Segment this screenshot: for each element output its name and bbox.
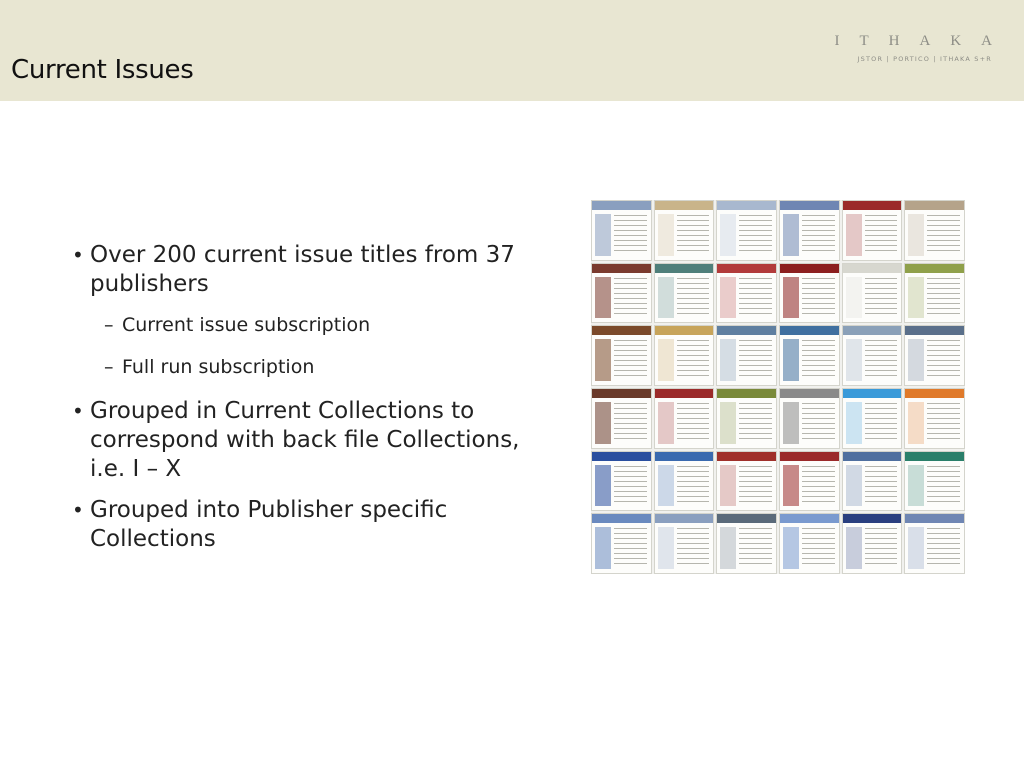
thumbnail-text-lines bbox=[677, 340, 710, 379]
thumbnail-header-bar bbox=[780, 201, 839, 210]
dash-marker: – bbox=[104, 314, 114, 336]
thumbnail-header-bar bbox=[843, 514, 902, 523]
thumbnail-header-bar bbox=[592, 514, 651, 523]
thumbnail-sidebar bbox=[783, 402, 799, 444]
thumbnail-sidebar bbox=[908, 214, 924, 256]
thumbnail-header-bar bbox=[843, 452, 902, 461]
logo-tagline: JSTOR | PORTICO | ITHAKA S+R bbox=[857, 55, 992, 63]
thumbnail-sidebar bbox=[846, 277, 862, 319]
thumbnail-text-lines bbox=[614, 466, 647, 505]
thumbnail-text-lines bbox=[614, 528, 647, 567]
thumbnail-sidebar bbox=[720, 214, 736, 256]
page-title: Current Issues bbox=[11, 55, 194, 85]
thumbnail-header-bar bbox=[717, 514, 776, 523]
thumbnail-sidebar bbox=[908, 277, 924, 319]
thumbnail-text-lines bbox=[614, 278, 647, 317]
website-thumbnail bbox=[716, 513, 777, 574]
thumbnail-text-lines bbox=[802, 340, 835, 379]
website-thumbnail bbox=[591, 388, 652, 449]
thumbnail-header-bar bbox=[780, 326, 839, 335]
website-thumbnail bbox=[716, 263, 777, 324]
bullet-marker: • bbox=[72, 498, 84, 522]
thumbnail-header-bar bbox=[780, 264, 839, 273]
website-thumbnail bbox=[842, 451, 903, 512]
thumbnail-text-lines bbox=[865, 403, 898, 442]
thumbnail-text-lines bbox=[802, 278, 835, 317]
thumbnail-text-lines bbox=[802, 466, 835, 505]
thumbnail-sidebar bbox=[846, 339, 862, 381]
thumbnail-header-bar bbox=[717, 326, 776, 335]
sub-bullet-current-issue bbox=[72, 313, 552, 337]
thumbnail-text-lines bbox=[739, 215, 772, 254]
thumbnail-sidebar bbox=[658, 214, 674, 256]
thumbnail-header-bar bbox=[843, 389, 902, 398]
bullet-text: Over 200 current issue titles from 37 publishers bbox=[90, 242, 515, 297]
thumbnail-header-bar bbox=[717, 264, 776, 273]
thumbnail-text-lines bbox=[802, 215, 835, 254]
thumbnail-text-lines bbox=[802, 528, 835, 567]
thumbnail-sidebar bbox=[783, 214, 799, 256]
thumbnail-header-bar bbox=[655, 452, 714, 461]
dash-marker: – bbox=[104, 356, 114, 378]
thumbnail-text-lines bbox=[614, 215, 647, 254]
thumbnail-text-lines bbox=[927, 278, 960, 317]
website-thumbnail bbox=[591, 325, 652, 386]
thumbnail-header-bar bbox=[655, 389, 714, 398]
thumbnail-text-lines bbox=[739, 466, 772, 505]
thumbnail-text-lines bbox=[865, 340, 898, 379]
thumbnail-sidebar bbox=[846, 465, 862, 507]
thumbnail-sidebar bbox=[595, 465, 611, 507]
website-thumbnail bbox=[842, 325, 903, 386]
website-thumbnail bbox=[904, 513, 965, 574]
thumbnail-header-bar bbox=[592, 264, 651, 273]
website-thumbnail bbox=[591, 263, 652, 324]
thumbnail-sidebar bbox=[658, 277, 674, 319]
thumbnail-sidebar bbox=[720, 402, 736, 444]
website-thumbnail bbox=[779, 513, 840, 574]
thumbnail-sidebar bbox=[783, 465, 799, 507]
thumbnail-header-bar bbox=[592, 389, 651, 398]
website-thumbnail bbox=[779, 388, 840, 449]
website-thumbnail bbox=[716, 200, 777, 261]
sub-bullet-text: Full run subscription bbox=[122, 356, 315, 378]
thumbnail-sidebar bbox=[595, 527, 611, 569]
thumbnail-header-bar bbox=[905, 389, 964, 398]
website-thumbnail bbox=[904, 325, 965, 386]
thumbnail-sidebar bbox=[720, 527, 736, 569]
thumbnail-header-bar bbox=[843, 326, 902, 335]
thumbnail-header-bar bbox=[905, 452, 964, 461]
thumbnail-header-bar bbox=[655, 264, 714, 273]
bullet-item-titles bbox=[72, 241, 552, 299]
thumbnail-text-lines bbox=[739, 278, 772, 317]
thumbnail-text-lines bbox=[739, 403, 772, 442]
thumbnail-header-bar bbox=[905, 326, 964, 335]
thumbnail-text-lines bbox=[927, 403, 960, 442]
website-thumbnail bbox=[716, 388, 777, 449]
thumbnail-sidebar bbox=[595, 339, 611, 381]
website-thumbnail bbox=[654, 325, 715, 386]
bullet-text: Grouped in Current Collections to correspond with back file Collections, i.e. I – X bbox=[90, 398, 520, 482]
thumbnail-text-lines bbox=[677, 528, 710, 567]
thumbnail-header-bar bbox=[905, 264, 964, 273]
website-thumbnail bbox=[779, 263, 840, 324]
thumbnail-text-lines bbox=[865, 215, 898, 254]
website-thumbnail bbox=[654, 200, 715, 261]
thumbnail-header-bar bbox=[592, 452, 651, 461]
thumbnail-text-lines bbox=[614, 340, 647, 379]
thumbnail-text-lines bbox=[865, 278, 898, 317]
thumbnail-header-bar bbox=[780, 452, 839, 461]
website-thumbnail bbox=[716, 325, 777, 386]
website-thumbnail bbox=[654, 451, 715, 512]
bullet-list bbox=[72, 241, 552, 566]
thumbnail-sidebar bbox=[908, 527, 924, 569]
thumbnail-header-bar bbox=[717, 452, 776, 461]
sub-bullet-list bbox=[72, 313, 552, 379]
bullet-text: Grouped into Publisher specific Collections bbox=[90, 497, 448, 552]
ithaka-logo bbox=[834, 33, 1012, 63]
thumbnail-header-bar bbox=[717, 389, 776, 398]
thumbnail-text-lines bbox=[802, 403, 835, 442]
thumbnail-sidebar bbox=[720, 465, 736, 507]
thumbnail-text-lines bbox=[865, 466, 898, 505]
thumbnail-header-bar bbox=[843, 201, 902, 210]
thumbnail-sidebar bbox=[846, 402, 862, 444]
thumbnail-header-bar bbox=[655, 326, 714, 335]
website-thumbnail bbox=[591, 513, 652, 574]
thumbnail-text-lines bbox=[927, 215, 960, 254]
thumbnail-sidebar bbox=[658, 339, 674, 381]
thumbnail-header-bar bbox=[905, 201, 964, 210]
thumbnail-text-lines bbox=[739, 340, 772, 379]
thumbnail-text-lines bbox=[677, 278, 710, 317]
publisher-website-screenshots-collage bbox=[591, 200, 965, 574]
thumbnail-text-lines bbox=[927, 466, 960, 505]
thumbnail-header-bar bbox=[592, 326, 651, 335]
thumbnail-header-bar bbox=[780, 514, 839, 523]
website-thumbnail bbox=[904, 451, 965, 512]
thumbnail-header-bar bbox=[655, 201, 714, 210]
sub-bullet-full-run bbox=[72, 355, 552, 379]
thumbnail-text-lines bbox=[927, 340, 960, 379]
bullet-marker: • bbox=[72, 243, 84, 267]
website-thumbnail bbox=[842, 513, 903, 574]
website-thumbnail bbox=[904, 200, 965, 261]
website-thumbnail bbox=[654, 513, 715, 574]
thumbnail-sidebar bbox=[783, 339, 799, 381]
thumbnail-sidebar bbox=[595, 402, 611, 444]
website-thumbnail bbox=[842, 388, 903, 449]
thumbnail-sidebar bbox=[658, 402, 674, 444]
thumbnail-sidebar bbox=[846, 527, 862, 569]
thumbnail-header-bar bbox=[592, 201, 651, 210]
website-thumbnail bbox=[591, 451, 652, 512]
website-thumbnail bbox=[842, 200, 903, 261]
thumbnail-sidebar bbox=[908, 402, 924, 444]
thumbnail-header-bar bbox=[905, 514, 964, 523]
bullet-item-publisher-collections bbox=[72, 496, 552, 554]
thumbnail-sidebar bbox=[658, 465, 674, 507]
thumbnail-text-lines bbox=[614, 403, 647, 442]
thumbnail-text-lines bbox=[677, 215, 710, 254]
website-thumbnail bbox=[779, 325, 840, 386]
thumbnail-sidebar bbox=[908, 339, 924, 381]
thumbnail-text-lines bbox=[677, 466, 710, 505]
thumbnail-sidebar bbox=[595, 277, 611, 319]
thumbnail-sidebar bbox=[595, 214, 611, 256]
website-thumbnail bbox=[654, 263, 715, 324]
website-thumbnail bbox=[842, 263, 903, 324]
website-thumbnail bbox=[591, 200, 652, 261]
website-thumbnail bbox=[904, 263, 965, 324]
website-thumbnail bbox=[716, 451, 777, 512]
sub-bullet-text: Current issue subscription bbox=[122, 314, 371, 336]
thumbnail-sidebar bbox=[908, 465, 924, 507]
thumbnail-text-lines bbox=[865, 528, 898, 567]
thumbnail-text-lines bbox=[677, 403, 710, 442]
website-thumbnail bbox=[779, 200, 840, 261]
bullet-item-current-collections bbox=[72, 397, 552, 484]
thumbnail-header-bar bbox=[717, 201, 776, 210]
thumbnail-sidebar bbox=[783, 527, 799, 569]
website-thumbnail bbox=[904, 388, 965, 449]
thumbnail-header-bar bbox=[655, 514, 714, 523]
thumbnail-sidebar bbox=[783, 277, 799, 319]
logo-wordmark: ITHAKA bbox=[834, 33, 1012, 49]
thumbnail-header-bar bbox=[780, 389, 839, 398]
thumbnail-sidebar bbox=[846, 214, 862, 256]
website-thumbnail bbox=[779, 451, 840, 512]
bullet-marker: • bbox=[72, 399, 84, 423]
thumbnail-header-bar bbox=[843, 264, 902, 273]
thumbnail-sidebar bbox=[658, 527, 674, 569]
thumbnail-sidebar bbox=[720, 277, 736, 319]
thumbnail-text-lines bbox=[739, 528, 772, 567]
thumbnail-text-lines bbox=[927, 528, 960, 567]
thumbnail-sidebar bbox=[720, 339, 736, 381]
website-thumbnail bbox=[654, 388, 715, 449]
